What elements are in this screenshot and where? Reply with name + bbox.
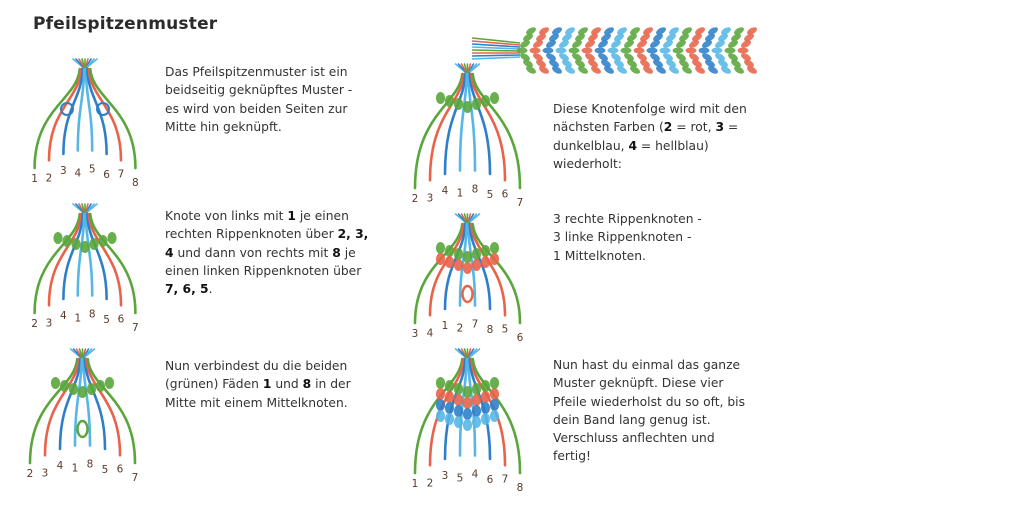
strand-number: 4 xyxy=(441,185,449,198)
strand-number: 1 xyxy=(411,478,419,490)
step2-illustration xyxy=(25,200,145,335)
strand-number: 1 xyxy=(71,462,79,475)
step5-text xyxy=(553,210,748,265)
strand-number: 8 xyxy=(516,482,524,494)
step2-text xyxy=(165,207,370,298)
strand-number: 3 xyxy=(441,470,449,483)
strand-number: 2 xyxy=(45,172,53,185)
strand-number: 4 xyxy=(74,167,82,180)
strand-number: 8 xyxy=(86,458,94,471)
strand-number: 5 xyxy=(103,314,110,327)
strand-number: 4 xyxy=(56,460,64,473)
strand-number: 7 xyxy=(131,472,139,484)
step1-illustration xyxy=(25,55,145,190)
strand-number: 8 xyxy=(486,324,494,337)
strand-number: 5 xyxy=(456,472,464,485)
strand-number: 7 xyxy=(516,197,524,209)
strand-number: 3 xyxy=(426,192,434,205)
step5-illustration xyxy=(405,210,530,345)
strand-number: 2 xyxy=(31,318,38,330)
strand-number: 3 xyxy=(45,317,53,330)
step1-paragraph: Das Pfeilspitzenmuster ist ein beidseitig geknüpftes Muster - es wird von beiden Seiten zur Mitte hin geknüpft. xyxy=(165,65,353,134)
strand-number: 4 xyxy=(471,468,479,481)
strand-number: 2 xyxy=(456,322,464,335)
step3-text xyxy=(165,357,365,412)
strand-number: 8 xyxy=(88,308,96,321)
strand-number: 7 xyxy=(117,168,125,181)
strand-number: 8 xyxy=(132,177,139,189)
strand-number: 5 xyxy=(88,163,96,176)
strand-number: 6 xyxy=(501,188,509,201)
step6-paragraph: Nun hast du einmal das ganze Muster geknüpft. Diese vier Pfeile wiederholst du so oft, bis dein Band lang genug ist. Verschluss anflechten und fertig! xyxy=(553,358,745,464)
strand-number: 6 xyxy=(117,313,125,326)
strand-number: 2 xyxy=(411,193,419,205)
strand-number: 5 xyxy=(486,189,494,202)
strand-number: 5 xyxy=(501,323,509,336)
strand-number: 4 xyxy=(60,310,67,323)
step4-paragraph: Diese Knotenfolge wird mit den nächsten Farben (2 = rot, 3 = dunkelblau, 4 = hellblau) wiederholt: xyxy=(553,102,747,171)
step6-illustration xyxy=(405,345,530,495)
step3-illustration xyxy=(20,345,145,485)
strand-number: 4 xyxy=(426,327,434,340)
strand-number: 7 xyxy=(132,322,139,334)
strand-number: 6 xyxy=(103,169,110,182)
strand-number: 1 xyxy=(74,312,82,325)
strand-number: 1 xyxy=(31,173,38,185)
strand-number: 7 xyxy=(471,318,479,331)
strand-number: 3 xyxy=(411,328,419,340)
step4-illustration xyxy=(405,60,530,210)
step4-text xyxy=(553,100,748,173)
strand-number: 3 xyxy=(41,467,49,480)
step6-text xyxy=(553,356,748,466)
step3-paragraph: Nun verbindest du die beiden (grünen) Fäden 1 und 8 in der Mitte mit einem Mittelknoten. xyxy=(165,359,351,410)
strand-number: 6 xyxy=(486,474,494,487)
strand-number: 6 xyxy=(116,463,124,476)
strand-number: 2 xyxy=(26,468,34,480)
strand-number: 6 xyxy=(516,332,524,344)
step2-paragraph: Knote von links mit 1 je einen rechten Rippenknoten über 2, 3, 4 und dann von rechts mit 8 je einen linken Rippenknoten über 7, 6, 5. xyxy=(165,209,369,297)
page-title: Pfeilspitzenmuster xyxy=(33,14,218,34)
strand-number: 1 xyxy=(441,320,449,333)
strand-number: 1 xyxy=(456,187,464,200)
strand-number: 2 xyxy=(426,477,434,490)
step1-text xyxy=(165,63,365,136)
strand-number: 3 xyxy=(60,165,67,178)
strand-number: 7 xyxy=(501,473,509,486)
strand-number: 5 xyxy=(101,464,109,477)
step5-paragraph: 3 rechte Rippenknoten - 3 linke Rippenknoten - 1 Mittelknoten. xyxy=(553,212,702,263)
strand-number: 8 xyxy=(471,183,479,196)
